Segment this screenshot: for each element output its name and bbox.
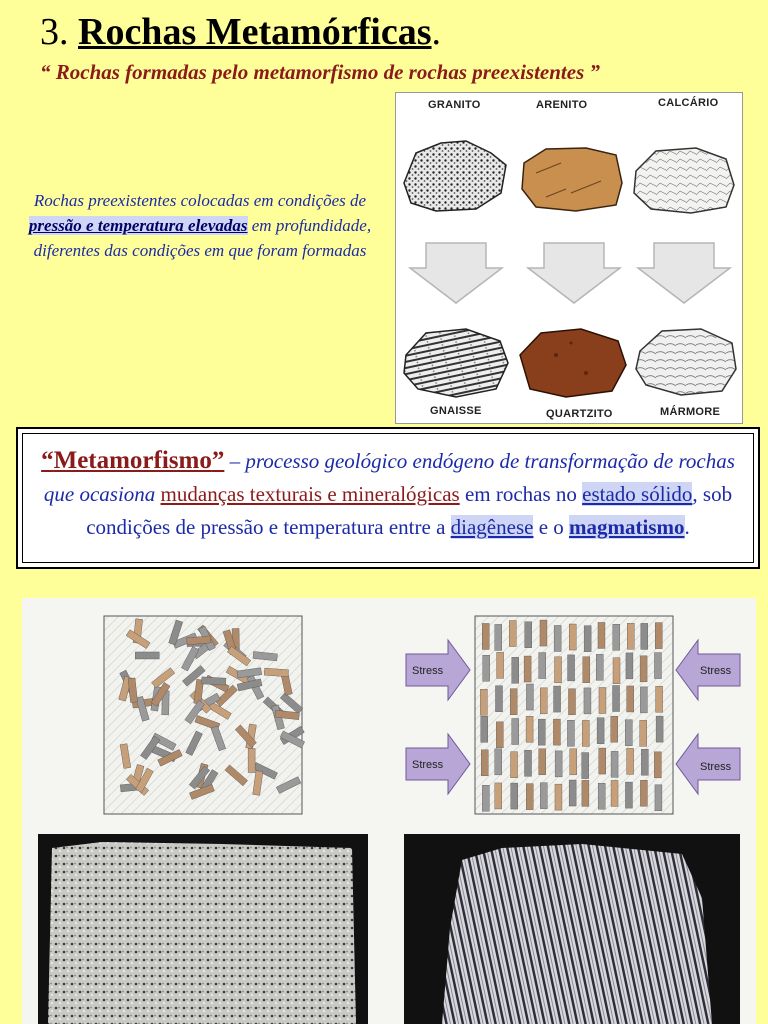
aligned-grain: [597, 718, 604, 744]
aligned-grain: [554, 625, 561, 651]
aligned-grain: [613, 686, 620, 712]
mineral-grain: [248, 749, 255, 773]
aligned-grain: [641, 623, 648, 649]
aligned-grain: [526, 716, 533, 742]
aligned-grain: [567, 720, 574, 746]
aligned-grain: [654, 653, 661, 679]
definition-text-2: mudanças texturais e mineralógicas: [160, 482, 460, 506]
granito-rock-image: [404, 141, 506, 211]
aligned-grain: [569, 624, 576, 650]
aligned-grain: [627, 623, 634, 649]
aligned-grain: [613, 624, 620, 650]
aligned-grain: [553, 719, 560, 745]
description-text: [14, 188, 386, 263]
aligned-grain: [539, 653, 546, 679]
aligned-texture-diagram: [475, 616, 673, 814]
aligned-grain: [568, 655, 575, 681]
aligned-grain: [582, 780, 589, 806]
aligned-grain: [555, 751, 562, 777]
definition-text-7: e o: [533, 515, 570, 539]
aligned-grain: [640, 656, 647, 682]
aligned-grain: [655, 785, 662, 811]
definition-text: [33, 444, 743, 544]
aligned-grain: [540, 620, 547, 646]
definition-inner-border: [22, 433, 754, 563]
aligned-grain: [582, 720, 589, 746]
texture-drawing: [22, 598, 756, 1024]
aligned-grain: [481, 750, 488, 776]
aligned-grain: [627, 686, 634, 712]
aligned-grain: [495, 686, 502, 712]
aligned-grain: [510, 689, 517, 715]
stress-label-3: Stress: [700, 665, 732, 677]
definition-box: [16, 427, 760, 569]
arrow-down-1: [410, 243, 502, 303]
mineral-grain: [202, 677, 226, 685]
stress-label-1: Stress: [412, 665, 444, 677]
label-marmore: MÁRMORE: [660, 406, 721, 418]
stress-arrow-right-top: [676, 640, 740, 700]
aligned-grain: [496, 722, 503, 748]
random-texture-diagram: [104, 616, 305, 814]
aligned-grain: [497, 652, 504, 678]
gnaisse-rock-image: [404, 329, 508, 397]
definition-text-4: estado sólido: [582, 482, 693, 506]
aligned-grain: [611, 780, 618, 806]
aligned-grain: [611, 751, 618, 777]
aligned-grain: [538, 719, 545, 745]
aligned-grain: [495, 624, 502, 650]
aligned-grain: [554, 686, 561, 712]
aligned-grain: [526, 784, 533, 810]
aligned-grain: [584, 688, 591, 714]
stress-arrow-right-bottom: [676, 734, 740, 794]
definition-term-open: “: [41, 447, 54, 474]
aligned-grain: [540, 783, 547, 809]
aligned-grain: [526, 684, 533, 710]
definition-text-3: em rochas no: [459, 482, 583, 506]
aligned-grain: [626, 653, 633, 679]
aligned-grain: [640, 780, 647, 806]
gneiss-photo: [404, 834, 740, 1024]
calcario-rock-image: [634, 148, 734, 213]
aligned-grain: [495, 749, 502, 775]
quartzito-rock-image: [520, 329, 626, 397]
aligned-grain: [627, 748, 634, 774]
aligned-grain: [583, 657, 590, 683]
description-part2: em profundidade, diferentes das condições em que foram formadas: [33, 216, 372, 260]
aligned-grain: [640, 720, 647, 746]
definition-text-5: , sob condições de pressão e temperatura entre a: [86, 482, 733, 539]
definition-text-9: .: [684, 515, 690, 539]
aligned-grain: [480, 689, 487, 715]
aligned-grain: [482, 785, 489, 811]
rock-figure-drawing: [396, 93, 742, 423]
description-part1: Rochas preexistentes colocadas em condições de: [33, 191, 367, 210]
aligned-grain: [539, 749, 546, 775]
aligned-grain: [483, 655, 490, 681]
aligned-grain: [598, 783, 605, 809]
aligned-grain: [482, 623, 489, 649]
marmore-rock-image: [636, 329, 736, 395]
aligned-grain: [641, 749, 648, 775]
aligned-grain: [540, 688, 547, 714]
definition-term: Metamorfismo: [53, 447, 212, 474]
aligned-grain: [599, 748, 606, 774]
stress-arrow-left-bottom: [406, 734, 470, 794]
aligned-grain: [555, 657, 562, 683]
aligned-grain: [584, 626, 591, 652]
aligned-grain: [613, 658, 620, 684]
label-granito: GRANITO: [428, 99, 481, 111]
stress-arrow-left-top: [406, 640, 470, 700]
aligned-grain: [555, 784, 562, 810]
definition-term-close: ”: [211, 447, 225, 474]
aligned-grain: [611, 716, 618, 742]
arrow-down-3: [638, 243, 730, 303]
page-title: [40, 8, 441, 56]
aligned-grain: [569, 780, 576, 806]
aligned-grain: [596, 654, 603, 680]
aligned-grain: [511, 752, 518, 778]
section-title: Rochas Metamórficas: [78, 11, 432, 53]
aligned-grain: [625, 782, 632, 808]
rock-transformation-figure: [395, 92, 743, 424]
aligned-grain: [656, 716, 663, 742]
mineral-grain: [135, 652, 159, 659]
aligned-grain: [525, 750, 532, 776]
label-calcario: CALCÁRIO: [658, 97, 719, 109]
arenito-rock-image: [522, 148, 622, 211]
aligned-grain: [654, 752, 661, 778]
section-number: 3.: [40, 11, 69, 53]
stress-label-4: Stress: [700, 761, 732, 773]
aligned-grain: [568, 689, 575, 715]
description-highlight: pressão e temperatura elevadas: [28, 216, 248, 235]
definition-text-1: – processo geológico endógeno de transformação de rochas que ocasiona: [43, 449, 735, 506]
aligned-grain: [625, 720, 632, 746]
mineral-grain: [264, 668, 288, 677]
aligned-grain: [524, 656, 531, 682]
aligned-grain: [511, 783, 518, 809]
aligned-grain: [512, 657, 519, 683]
title-period: .: [431, 11, 442, 53]
aligned-grain: [481, 716, 488, 742]
aligned-grain: [582, 753, 589, 779]
definition-text-8: magmatismo: [569, 515, 685, 539]
aligned-grain: [598, 622, 605, 648]
subtitle: “ Rochas formadas pelo metamorfismo de rochas preexistentes ”: [40, 60, 600, 84]
aligned-grain: [599, 687, 606, 713]
label-arenito: ARENITO: [536, 99, 588, 111]
aligned-grain: [640, 687, 647, 713]
label-gnaisse: GNAISSE: [430, 405, 482, 417]
granite-photo: [38, 834, 368, 1024]
aligned-grain: [495, 783, 502, 809]
aligned-grain: [525, 622, 532, 648]
texture-figure: [22, 598, 756, 1024]
aligned-grain: [570, 749, 577, 775]
aligned-grain: [509, 621, 516, 647]
arrow-down-2: [528, 243, 620, 303]
label-quartzito: QUARTZITO: [546, 408, 613, 420]
stress-label-2: Stress: [412, 759, 444, 771]
definition-text-6: diagênese: [450, 515, 534, 539]
aligned-grain: [656, 686, 663, 712]
aligned-grain: [655, 623, 662, 649]
aligned-grain: [512, 718, 519, 744]
